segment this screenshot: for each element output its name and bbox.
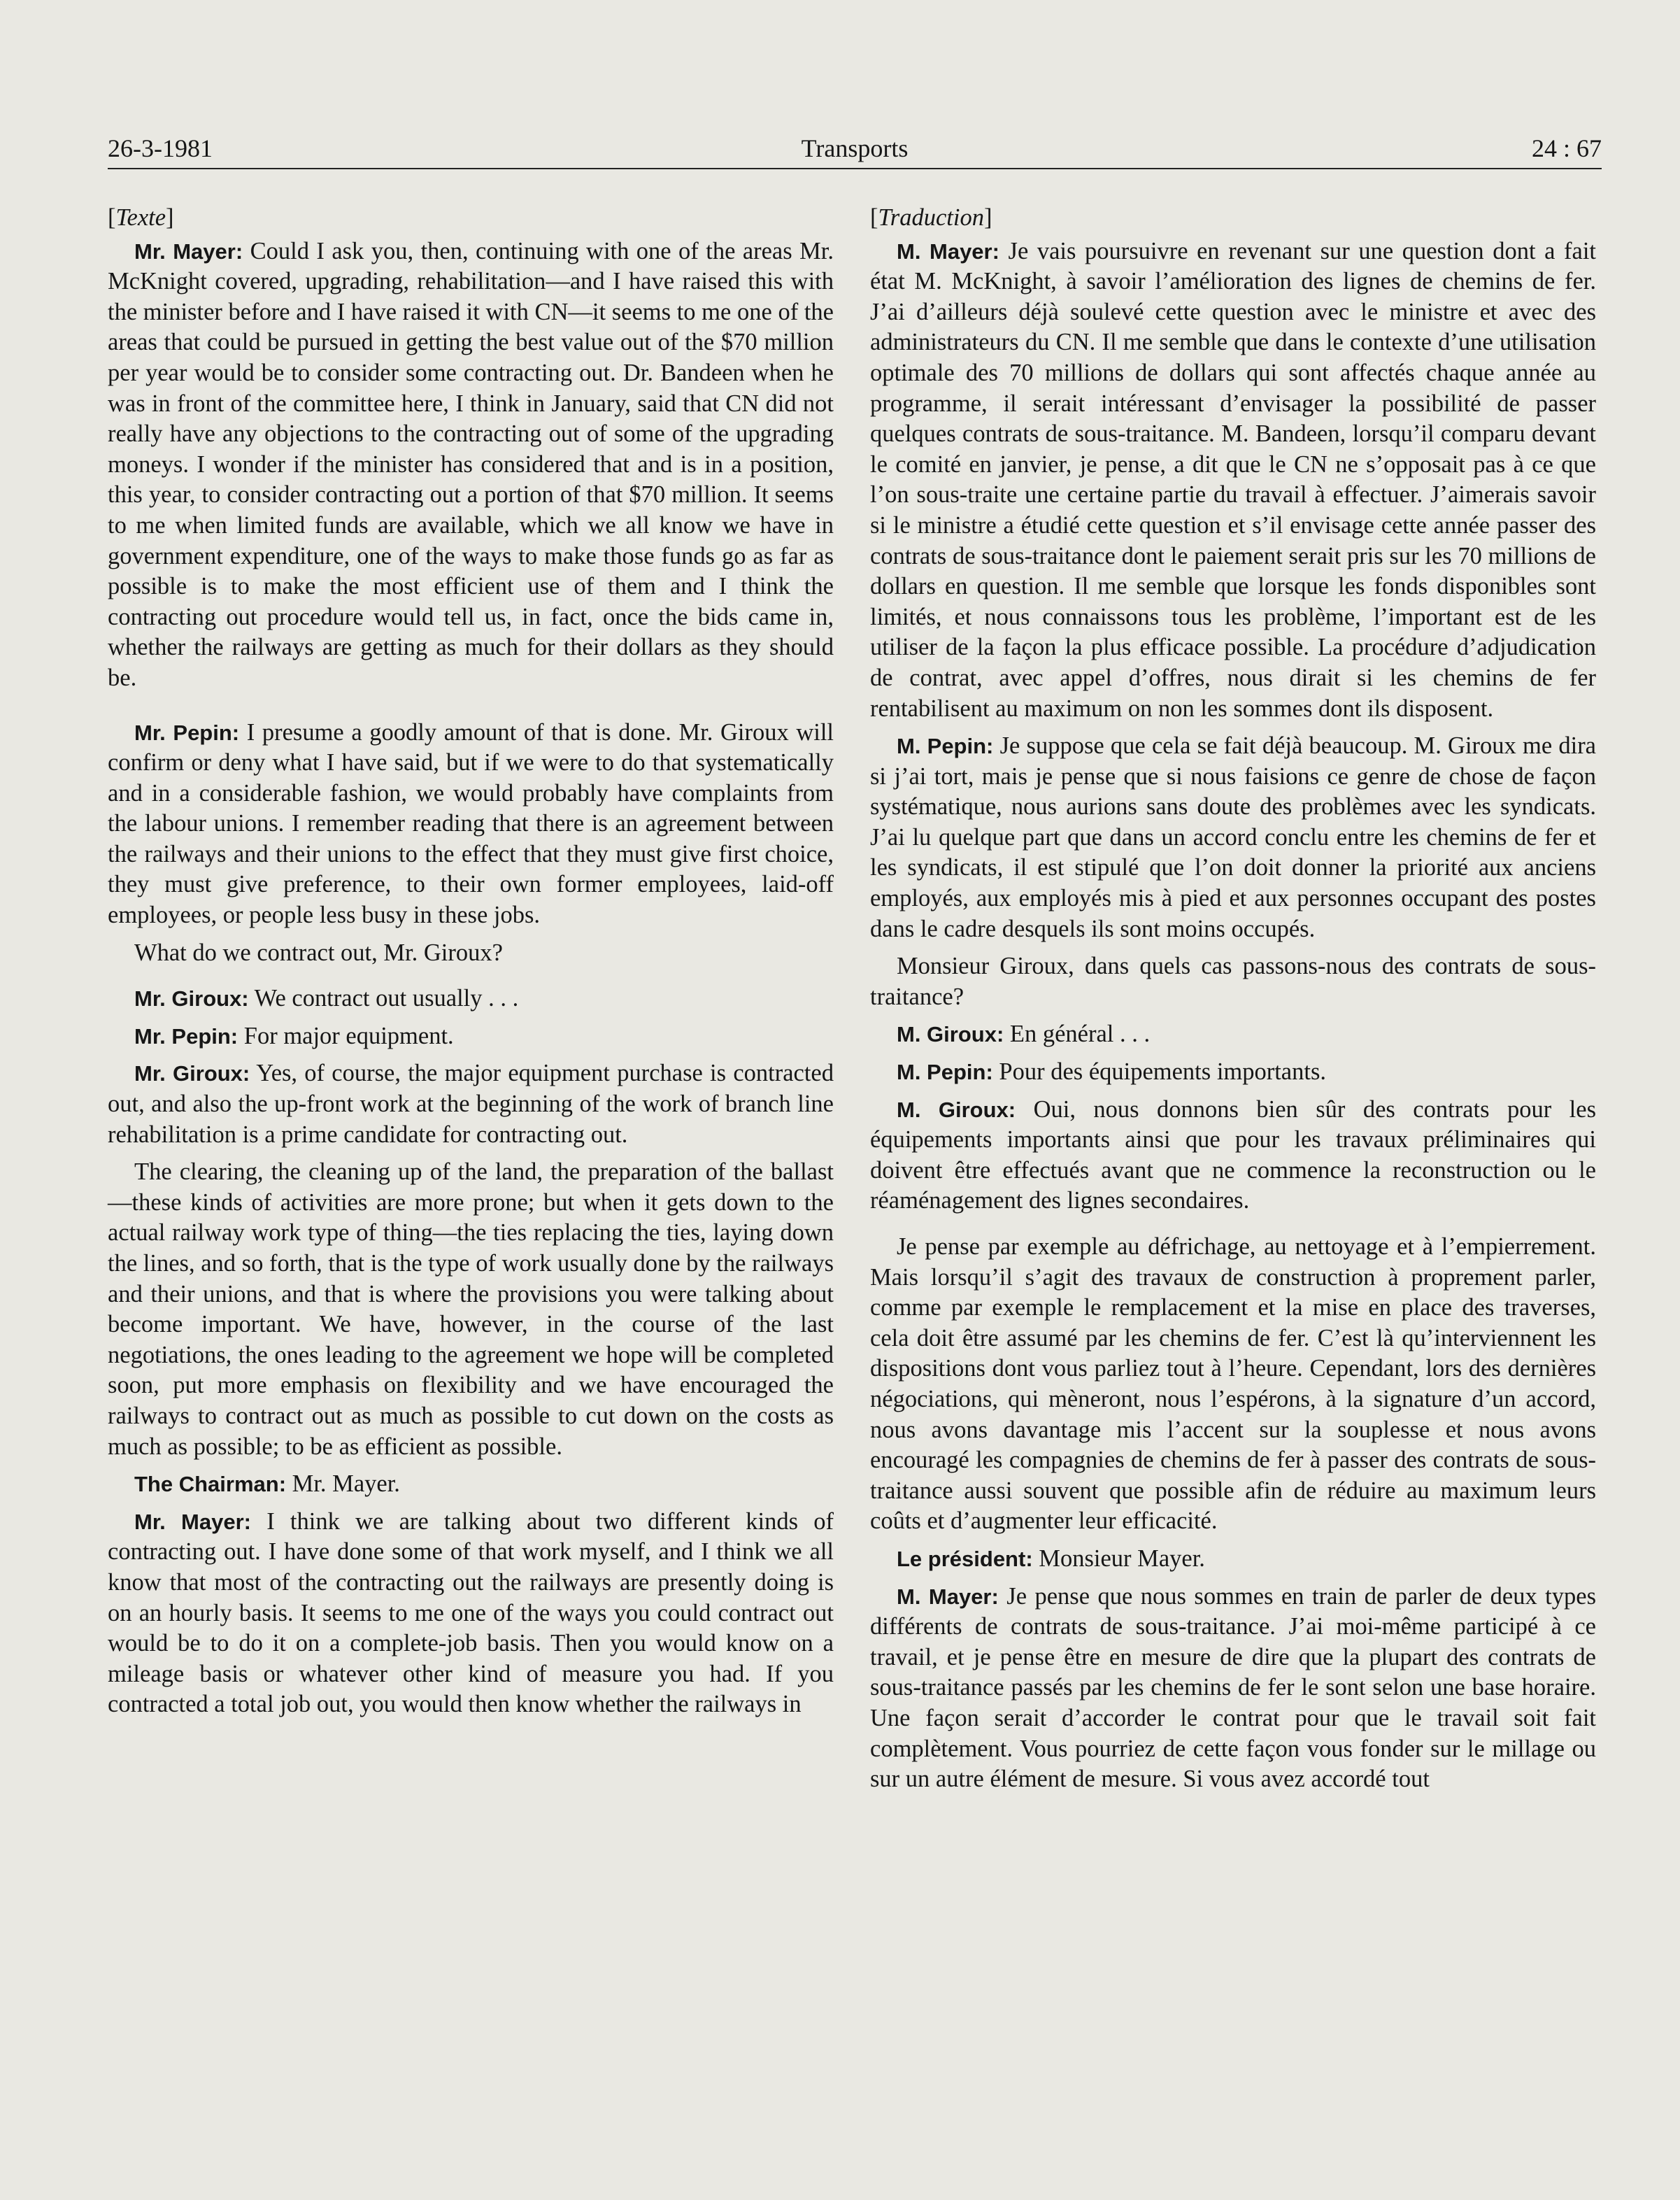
paragraph-text: Could I ask you, then, continuing with one of the areas Mr. McKnight covered, upgrading, rehabilitation—and I have raised this with the minister before and I have raised it with CN—it seems to me one of the areas that could be pursued in getting the best value out of the $70 million per year would be to consider some contracting out. Dr. Bandeen when he was in front of the committee here, I think in January, said that CN did not really have any objections to the contracting out of some of the upgrading moneys. I wonder if the minister has considered that and is in a position, this year, to consider contracting out a portion of that $70 million. It seems to me when limited funds are available, which we all know we have in government expenditure, one of the ways to make those funds go as far as possible is to make the most efficient use of them and I think the contracting out procedure would tell us, in fact, once the bids came in, whether the railways are getting as much for their dollars as they should be.	[108, 237, 834, 691]
paragraph	[108, 1021, 834, 1052]
speaker-name: The Chairman:	[134, 1472, 287, 1497]
header-date: 26-3-1981	[108, 134, 213, 162]
paragraph-text: Oui, nous donnons bien sûr des contrats pour les équipements importants ainsi que pour les travaux préliminaires qui doivent être effectués avant que ne commence la reconstruction ou le réaménagement des lignes secondaires.	[870, 1095, 1596, 1214]
paragraph	[870, 1019, 1596, 1050]
speaker-name: M. Giroux:	[897, 1022, 1004, 1047]
paragraph-text: I presume a goodly amount of that is done. Mr. Giroux will confirm or deny what I have said, but if we were to do that systematically and in a considerable fashion, we would probably have complaints from the labour unions. I remember reading that there is an agreement between the railways and their unions to the effect that they must give first choice, they must give preference, to their own former employees, laid-off employees, or people less busy in these jobs.	[108, 718, 834, 929]
speaker-name: M. Pepin:	[897, 1060, 993, 1085]
paragraph-text: Je vais poursuivre en revenant sur une question dont a fait état M. McKnight, à savoir l’amélioration des lignes de chemins de fer. J’ai d’ailleurs déjà soulevé cette question avec le ministre et avec des administrateurs du CN. Il me semble que dans le contexte d’une utilisation optimale des 70 millions de dollars qui sont affectés chaque année au programme, il serait intéressant d’envisager la possibilité de passer quelques contrats de sous-traitance. M. Bandeen, lorsqu’il comparu devant le comité en janvier, je pense, a dit que le CN ne s’opposait pas à ce que l’on sous-traite une certaine partie du travail à effectuer. J’aimerais savoir si le ministre a étudié cette question et s’il envisage cette année passer des contrats de sous-traitance dont le paiement serait pris sur les 70 millions de dollars en question. Il me semble que lorsque les fonds disponibles sont limités, et nous connaissons tous les problème, l’important est de les utiliser de la façon la plus efficace possible. La procédure d’adjudication de contrat, avec appel d’offres, nous dirait si les chemins de fer rentabilisent au maximum on non les sommes dont ils disposent.	[870, 237, 1596, 722]
paragraph-text: The clearing, the cleaning up of the land, the preparation of the ballast—these kinds of activities are more prone; but when it gets down to the actual railway work type of thing—the ties replacing the ties, laying down the lines, and so forth, that is the type of work usually done by the railways and their unions, and that is where the provisions you were talking about become important. We have, however, in the course of the last negotiations, the ones leading to the agreement we hope will be completed soon, put more emphasis on flexibility and we have encouraged the railways to contract out as much as possible to cut down on the costs as much as possible; to be as efficient as possible.	[108, 1158, 834, 1460]
speaker-name: Mr. Pepin:	[134, 1023, 239, 1049]
paragraph-text: Yes, of course, the major equipment purchase is contracted out, and also the up-front work at the beginning of the work of branch line rehabilitation is a prime candidate for contracting out.	[108, 1060, 834, 1148]
speaker-name: M. Mayer:	[897, 239, 999, 264]
speaker-name: Mr. Giroux:	[134, 986, 249, 1012]
paragraph	[108, 718, 834, 931]
paragraph	[870, 1057, 1596, 1088]
french-column	[870, 203, 1596, 1802]
paragraph-text: Je pense que nous sommes en train de parler de deux types différents de contrats de sous-traitance. J’ai moi-même participé à ce travail, et je pense être en mesure de dire que la plupart des contrats de sous-traitance passés par les chemins de fer le sont selon une base horaire. Une façon serait d’accorder le contrat pour que le travail soit fait complètement. Vous pourriez de cette façon vous fonder sur le millage ou sur un autre élément de mesure. Si vous avez accordé tout	[870, 1582, 1596, 1793]
paragraph	[870, 1095, 1596, 1216]
paragraph-text: What do we contract out, Mr. Giroux?	[134, 939, 503, 966]
paragraph	[870, 1582, 1596, 1795]
paragraph	[108, 1157, 834, 1462]
paragraph-text: Je suppose que cela se fait déjà beaucoup. M. Giroux me dira si j’ai tort, mais je pense que si nous faisions ce genre de chose de façon systématique, nous aurions sans doute des problèmes avec les syndicats. J’ai lu quelque part que dans un accord conclu entre les chemins de fer et les syndicats, il est stipulé que l’on doit donner la priorité aux anciens employés, aux employés mis à pied et aux personnes occupant des postes dans le cadre desquels ils sont moins occupés.	[870, 732, 1596, 942]
paragraph	[108, 1507, 834, 1720]
paragraph-text: I think we are talking about two different kinds of contracting out. I have done some of that work myself, and I think we all know that most of the contracting out the railways are presently doing is on an hourly basis. It seems to me one of the ways you could contract out would be to do it on a complete-job basis. Then you would know on a mileage basis or whatever other kind of measure you had. If you contracted a total job out, you would then know whether the railways in	[108, 1507, 834, 1718]
paragraph-text: We contract out usually . . .	[254, 985, 519, 1012]
page-header	[108, 133, 1602, 166]
speaker-name: Mr. Pepin:	[134, 720, 240, 745]
paragraph-text: Monsieur Mayer.	[1039, 1545, 1205, 1572]
paragraph-text: En général . . .	[1009, 1021, 1151, 1048]
speaker-name: Le président:	[897, 1546, 1033, 1571]
paragraph-text: Monsieur Giroux, dans quels cas passons-nous des contrats de sous-traitance?	[870, 953, 1596, 1010]
speaker-name: Mr. Mayer:	[134, 239, 243, 264]
paragraph-text: Mr. Mayer.	[292, 1470, 400, 1498]
paragraph	[108, 1469, 834, 1500]
paragraph	[108, 984, 834, 1014]
paragraph	[870, 1544, 1596, 1575]
header-page-number: 24 : 67	[1531, 134, 1602, 162]
paragraph	[108, 1058, 834, 1150]
section-label: [Traduction]	[870, 204, 992, 231]
paragraph	[870, 951, 1596, 1012]
speaker-name: Mr. Giroux:	[134, 1061, 250, 1086]
speaker-name: M. Mayer:	[897, 1584, 999, 1609]
section-label: [Texte]	[108, 204, 174, 231]
paragraph	[870, 731, 1596, 944]
paragraph	[870, 1232, 1596, 1537]
english-column	[108, 203, 834, 1727]
paragraph-text: Pour des équipements importants.	[999, 1058, 1327, 1086]
speaker-name: Mr. Mayer:	[134, 1509, 251, 1534]
paragraph-text: Je pense par exemple au défrichage, au nettoyage et à l’empierrement. Mais lorsqu’il s’agit des travaux de construction à proprement parler, comme par exemple le remplacement et la mise en place des traverses, cela doit être assumé par les chemins de fer. C’est là qu’interviennent les dispositions dont vous parliez tout à l’heure. Cependant, lors des dernières négociations, qui mèneront, nous l’espérons, à la signature d’un accord, nous avons davantage mis l’accent sur la souplesse et nous avons encouragé les compagnies de chemins de fer à passer des contrats de sous-traitance aussi souvent que possible afin de réduire au maximum leurs coûts et d’augmenter leur efficacité.	[870, 1233, 1596, 1535]
paragraph-text: For major equipment.	[243, 1022, 454, 1049]
header-title: Transports	[801, 134, 909, 162]
paragraph	[870, 236, 1596, 725]
speaker-name: M. Pepin:	[897, 734, 994, 759]
paragraph	[108, 236, 834, 694]
paragraph	[108, 938, 834, 969]
header-rule	[108, 168, 1602, 169]
speaker-name: M. Giroux:	[897, 1097, 1016, 1122]
